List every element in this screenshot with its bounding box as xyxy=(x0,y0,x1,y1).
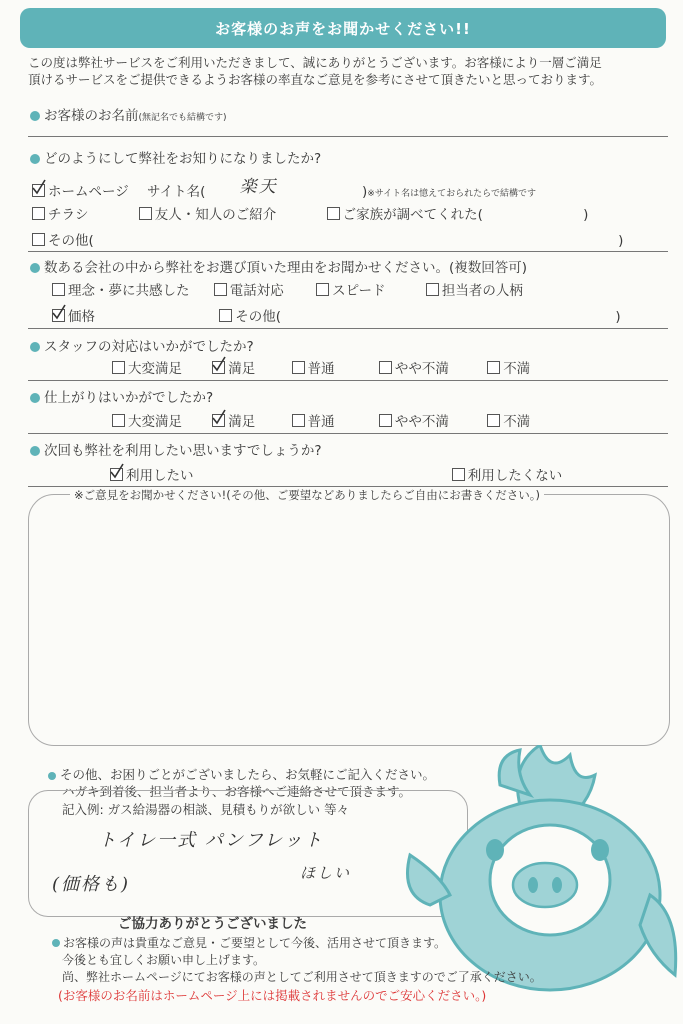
footer-line-2: 今後とも宜しくお願い申し上げます。 xyxy=(62,953,266,967)
question-how-know: どのようにして弊社をお知りになりましたか? xyxy=(30,147,321,167)
checkbox-finish-normal[interactable] xyxy=(292,414,305,427)
checkbox-staff-satisfied-checked[interactable] xyxy=(212,361,225,374)
divider xyxy=(28,433,668,434)
checkbox-finish-somewhat-dissatisfied[interactable] xyxy=(379,414,392,427)
checkmark-icon xyxy=(211,356,227,372)
question-use-again: 次回も弊社を利用したい思いますでしょうか? xyxy=(30,439,322,459)
checkbox-finish-very-satisfied[interactable] xyxy=(112,414,125,427)
checkbox-staff-very-satisfied[interactable] xyxy=(112,361,125,374)
intro-text xyxy=(28,54,668,88)
name-answer-line[interactable] xyxy=(28,136,668,137)
checkbox-speed[interactable] xyxy=(316,283,329,296)
example-text: 記入例: ガス給湯器の相談、見積もりが欲しい 等々 xyxy=(62,802,350,817)
checkbox-phone[interactable] xyxy=(214,283,227,296)
footer-line-1: お客様の声は貴重なご意見・ご要望として今後、活用させて頂きます。 xyxy=(52,934,446,951)
checkbox-not-use-again[interactable] xyxy=(452,468,465,481)
thanks-text: ご協力ありがとうございました xyxy=(118,916,307,932)
checkbox-staff-somewhat-dissatisfied[interactable] xyxy=(379,361,392,374)
question-staff: スタッフの対応はいかがでしたか? xyxy=(30,335,254,355)
handwritten-line-2: (価格も) xyxy=(52,874,131,895)
question-finish: 仕上がりはいかがでしたか? xyxy=(30,386,213,406)
checkbox-finish-dissatisfied[interactable] xyxy=(487,414,500,427)
checkbox-philosophy[interactable] xyxy=(52,283,65,296)
bullet-icon xyxy=(30,111,40,121)
intro-line-1: この度は弊社サービスをご利用いただきまして、誠にありがとうございます。お客様により一層ご満足 xyxy=(28,55,602,70)
site-name-handwritten: 楽天 xyxy=(239,177,278,197)
reason-row-2: 価格 その他( ) xyxy=(52,305,621,325)
divider xyxy=(28,251,668,252)
checkbox-how-other[interactable] xyxy=(32,233,45,246)
checkbox-family[interactable] xyxy=(327,207,340,220)
how-row-2: チラシ 友人・知人のご紹介 ご家族が調べてくれた( ) xyxy=(32,203,588,223)
checkmark-icon xyxy=(31,179,47,195)
other-section-heading: その他、お困りごとがございましたら、お気軽にご記入ください。 xyxy=(48,765,435,783)
handwritten-line-3: ほしい xyxy=(300,864,352,882)
header-banner xyxy=(20,8,666,48)
checkbox-friend[interactable] xyxy=(139,207,152,220)
bullet-icon xyxy=(30,342,40,352)
free-comment-label: ※ご意見をお聞かせください!(その他、ご要望などありましたらご自由にお書きください。) xyxy=(70,487,544,503)
checkbox-staff-character[interactable] xyxy=(426,283,439,296)
finish-options: 大変満足 満足 普通 やや不満 不満 xyxy=(112,410,530,430)
checkmark-icon xyxy=(211,409,227,425)
divider xyxy=(28,380,668,381)
checkmark-icon xyxy=(109,463,125,479)
footer-privacy-notice: (お客様のお名前はホームページ上には掲載されませんのでご安心ください。) xyxy=(58,988,487,1003)
bullet-icon xyxy=(52,939,60,947)
free-comment-box[interactable] xyxy=(28,494,670,746)
bullet-icon xyxy=(30,154,40,164)
bullet-icon xyxy=(48,772,56,780)
header-title: お客様のお声をお聞かせください!! xyxy=(215,19,471,38)
intro-line-2: 頂けるサービスをご提供できるようお客様の率直なご意見を参考にさせて頂きたいと思っております。 xyxy=(28,72,603,87)
checkbox-finish-satisfied-checked[interactable] xyxy=(212,414,225,427)
checkmark-icon xyxy=(51,304,67,320)
staff-options: 大変満足 満足 普通 やや不満 不満 xyxy=(112,357,530,377)
checkbox-price-checked[interactable] xyxy=(52,309,65,322)
how-row-1: ホームページ サイト名( 楽天 )※サイト名は憶えておられたらで結構です xyxy=(32,176,536,201)
bullet-icon xyxy=(30,263,40,273)
bullet-icon xyxy=(30,446,40,456)
checkbox-staff-dissatisfied[interactable] xyxy=(487,361,500,374)
reason-row-1: 理念・夢に共感した 電話対応 スピード 担当者の人柄 xyxy=(52,279,523,299)
checkbox-staff-normal[interactable] xyxy=(292,361,305,374)
handwritten-line-1: トイレ一式 パンフレット xyxy=(98,830,324,851)
question-reason: 数ある会社の中から弊社をお選び頂いた理由をお聞かせください。(複数回答可) xyxy=(30,256,527,276)
divider xyxy=(28,328,668,329)
checkbox-homepage-checked[interactable] xyxy=(32,184,45,197)
how-row-3: その他( ) xyxy=(32,229,623,249)
other-section-subtext: ハガキ到着後、担当者より、お客様へご連絡させて頂きます。 xyxy=(62,784,412,799)
again-options: 利用したい 利用したくない xyxy=(110,464,562,484)
checkbox-flyer[interactable] xyxy=(32,207,45,220)
question-name: お客様のお名前(無記名でも結構です) xyxy=(30,104,227,124)
checkbox-use-again-checked[interactable] xyxy=(110,468,123,481)
checkbox-reason-other[interactable] xyxy=(219,309,232,322)
footer-line-3: 尚、弊社ホームページにてお客様の声としてご利用させて頂きますのでご了承ください。 xyxy=(62,970,542,984)
bullet-icon xyxy=(30,393,40,403)
